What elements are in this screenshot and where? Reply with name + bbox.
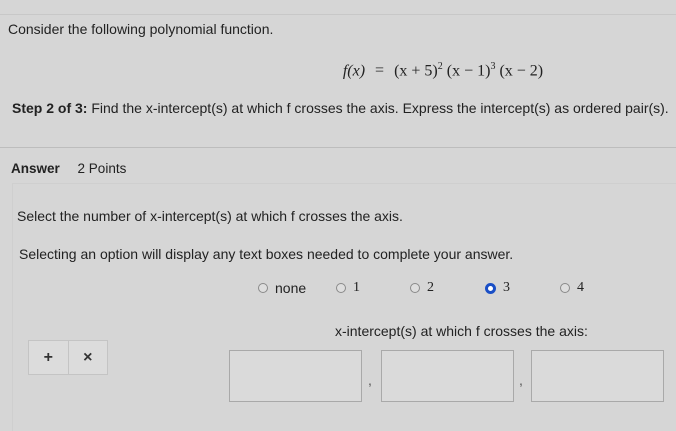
equation-factor-2: (x − 1) (446, 62, 491, 80)
option-label-none: none (275, 280, 307, 296)
equation-lhs: f(x) (342, 62, 366, 80)
intercept-input-3[interactable] (531, 350, 664, 402)
section-divider (0, 147, 676, 148)
intercept-input-1[interactable] (229, 350, 362, 402)
separator-1: , (368, 372, 372, 388)
radio-3-selected[interactable] (485, 283, 496, 294)
intercept-count-options (0, 280, 676, 300)
answer-toolbar (28, 340, 108, 375)
answer-label: Answer (11, 161, 60, 176)
equation-equals: = (375, 62, 385, 80)
polynomial-equation (0, 61, 676, 80)
answer-hint: Selecting an option will display any text boxes needed to complete your answer. (19, 246, 514, 262)
x-intercepts-label: x-intercept(s) at which f crosses the axis: (335, 323, 588, 339)
option-label-2: 2 (427, 280, 434, 295)
top-divider (0, 14, 676, 15)
separator-2: , (519, 372, 523, 388)
option-2[interactable] (410, 280, 434, 296)
points-label: 2 Points (77, 161, 127, 176)
equation-exponent-2: 3 (490, 61, 496, 72)
option-label-4: 4 (577, 280, 584, 295)
radio-4[interactable] (560, 283, 570, 293)
question-intro: Consider the following polynomial function. (8, 21, 274, 37)
option-label-1: 1 (353, 280, 360, 295)
plus-icon[interactable]: + (43, 348, 53, 366)
option-4[interactable] (560, 280, 584, 296)
radio-none[interactable] (258, 283, 268, 293)
radio-2[interactable] (410, 283, 420, 293)
option-1[interactable] (336, 280, 360, 296)
answer-instruction: Select the number of x-intercept(s) at which f crosses the axis. (17, 208, 403, 224)
intercept-input-2[interactable] (381, 350, 514, 402)
equation-exponent-1: 2 (437, 61, 443, 72)
close-icon[interactable]: × (68, 341, 108, 374)
equation-factor-3: (x − 2) (499, 62, 544, 80)
step-text: Find the x-intercept(s) at which f crosses the axis. Express the intercept(s) as ordered pair(s). (91, 100, 669, 116)
equation-factor-1: (x + 5) (394, 62, 438, 80)
radio-1[interactable] (336, 283, 346, 293)
step-label: Step 2 of 3: (12, 100, 88, 116)
option-none[interactable] (258, 280, 306, 296)
step-instruction (12, 100, 669, 116)
option-3[interactable] (485, 280, 510, 296)
option-label-3: 3 (503, 280, 510, 295)
answer-header (11, 161, 126, 176)
